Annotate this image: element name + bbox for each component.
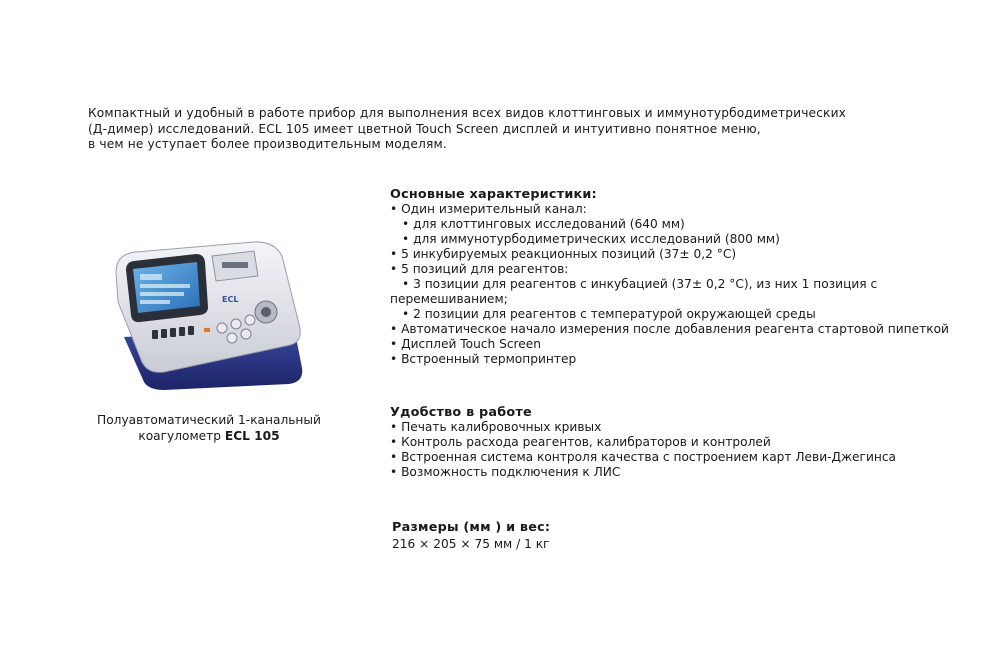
intro-paragraph bbox=[88, 106, 888, 153]
device-image bbox=[104, 232, 309, 397]
size-value: 216 × 205 × 75 мм / 1 кг bbox=[392, 537, 550, 551]
spec-item: • 5 позиций для реагентов: bbox=[390, 262, 569, 276]
specs-section bbox=[390, 187, 990, 367]
convenience-title: Удобство в работе bbox=[390, 405, 532, 420]
convenience-item: • Контроль расхода реагентов, калибраторов и контролей bbox=[390, 435, 771, 449]
spec-subitem: • 2 позиции для реагентов с температурой окружающей среды bbox=[402, 307, 816, 321]
convenience-item: • Печать калибровочных кривых bbox=[390, 420, 602, 434]
spec-subitem-continuation: перемешиванием; bbox=[390, 292, 508, 306]
caption-line2 bbox=[70, 428, 348, 444]
size-title: Размеры (мм ) и вес: bbox=[392, 520, 551, 535]
spec-item: • Встроенный термопринтер bbox=[390, 352, 577, 366]
spec-item: • 5 инкубируемых реакционных позиций (37± 0,2 °C) bbox=[390, 247, 737, 261]
caption-line1: Полуавтоматический 1-канальный bbox=[97, 413, 321, 427]
size-section bbox=[392, 520, 792, 552]
caption-model: ECL 105 bbox=[224, 429, 280, 443]
convenience-item: • Встроенная система контроля качества с построением карт Леви-Джегинса bbox=[390, 450, 897, 464]
convenience-section bbox=[390, 405, 990, 480]
intro-line: (Д-димер) исследований. ECL 105 имеет цветной Touch Screen дисплей и интуитивно понятное меню, bbox=[88, 121, 761, 136]
spec-subitem: • для иммунотурбодиметрических исследований (800 мм) bbox=[402, 232, 780, 246]
device-caption bbox=[70, 412, 348, 444]
spec-subitem: • для клоттинговых исследований (640 мм) bbox=[402, 217, 685, 231]
intro-line: Компактный и удобный в работе прибор для выполнения всех видов клоттинговых и иммунотурбодиметрических bbox=[88, 106, 847, 120]
convenience-item: • Возможность подключения к ЛИС bbox=[390, 465, 621, 479]
device-logo-text: ECL bbox=[222, 295, 239, 304]
spec-subitem: • 3 позиции для реагентов с инкубацией (37± 0,2 °C), из них 1 позиция с bbox=[402, 277, 878, 291]
spec-item: • Дисплей Touch Screen bbox=[390, 337, 542, 351]
caption-prefix: коагулометр bbox=[138, 429, 225, 443]
spec-item: • Один измерительный канал: bbox=[390, 202, 587, 216]
intro-line: в чем не уступает более производительным моделям. bbox=[88, 137, 447, 151]
specs-title: Основные характеристики: bbox=[390, 187, 597, 202]
spec-item: • Автоматическое начало измерения после добавления реагента стартовой пипеткой bbox=[390, 322, 949, 336]
coagulometer-illustration bbox=[104, 232, 309, 397]
